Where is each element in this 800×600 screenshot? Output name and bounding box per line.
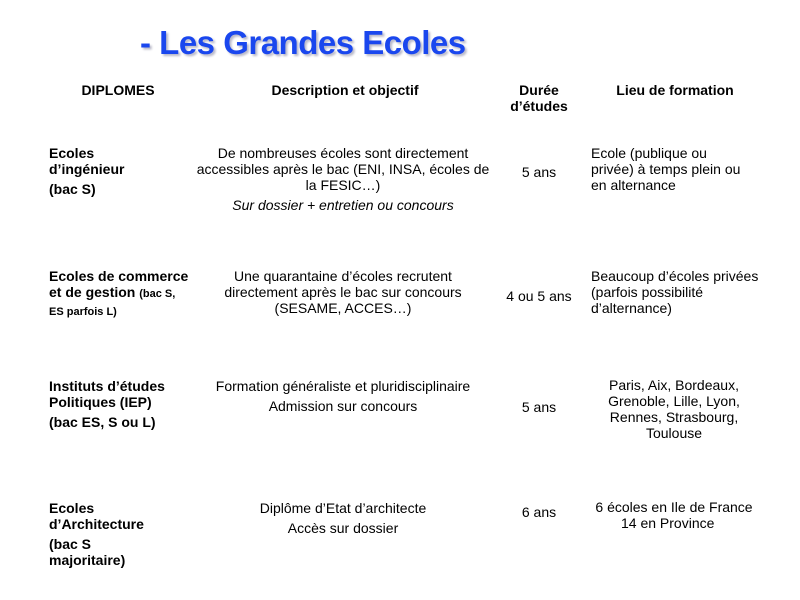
row3-description-admission: Admission sur concours bbox=[268, 398, 418, 414]
row4-lieu-province: 14 en Province bbox=[621, 515, 715, 531]
row3-lieu: Paris, Aix, Bordeaux, Grenoble, Lille, Lyon, Rennes, Strasbourg, Toulouse bbox=[608, 377, 740, 441]
header-duree-line1: Durée bbox=[519, 82, 559, 98]
row2-description-text: Une quarantaine d’écoles recrutent directement après le bac sur concours (SESAME, ACCES…) bbox=[224, 268, 462, 316]
header-duree-line2: d’études bbox=[510, 98, 568, 114]
row3-diplome-bac: (bac ES, S ou L) bbox=[49, 414, 156, 430]
row3-duree: 5 ans bbox=[521, 399, 557, 415]
row4-diplome-bac: (bac S majoritaire) bbox=[49, 536, 126, 568]
row1-description bbox=[196, 145, 490, 217]
row3-diplome bbox=[49, 378, 189, 430]
row2-duree: 4 ou 5 ans bbox=[506, 288, 572, 304]
row4-description bbox=[196, 500, 490, 540]
row3-diplome-name: Instituts d’études Politiques (IEP) bbox=[49, 378, 165, 410]
row2-diplome-bac: (bac S, ES parfois L) bbox=[49, 288, 176, 318]
header-duree bbox=[495, 82, 583, 114]
row1-diplome-name: Ecoles d’ingénieur bbox=[49, 145, 125, 177]
header-diplomes: DIPLOMES bbox=[81, 82, 155, 98]
row2-description bbox=[196, 268, 490, 320]
row4-diplome-name: Ecoles d’Architecture bbox=[49, 500, 144, 532]
row4-description-text: Diplôme d’Etat d’architecte bbox=[259, 500, 427, 516]
row4-lieu bbox=[591, 499, 757, 531]
row4-diplome bbox=[49, 500, 159, 568]
row2-diplome-name: Ecoles de commerce et de gestion bbox=[49, 268, 189, 300]
row3-description bbox=[196, 378, 490, 418]
row1-description-text: De nombreuses écoles sont directement accessibles après le bac (ENI, INSA, écoles de la FESIC…) bbox=[196, 145, 490, 193]
row2-diplome bbox=[49, 268, 189, 320]
header-description: Description et objectif bbox=[271, 82, 419, 98]
row1-lieu: Ecole (publique ou privée) à temps plein ou en alternance bbox=[591, 145, 741, 193]
row1-diplome bbox=[49, 145, 149, 197]
row4-duree: 6 ans bbox=[521, 504, 557, 520]
row3-description-text: Formation généraliste et pluridisciplinaire bbox=[215, 378, 471, 394]
row4-description-admission: Accès sur dossier bbox=[287, 520, 399, 536]
row1-duree: 5 ans bbox=[521, 164, 557, 180]
row2-lieu: Beaucoup d’écoles privées (parfois possibilité d’alternance) bbox=[591, 268, 759, 316]
row1-diplome-bac: (bac S) bbox=[49, 181, 96, 197]
header-lieu: Lieu de formation bbox=[616, 82, 734, 98]
row4-lieu-ile-de-france: 6 écoles en Ile de France bbox=[595, 499, 753, 515]
slide-title: - Les Grandes Ecoles bbox=[140, 24, 466, 61]
row1-description-admission: Sur dossier + entretien ou concours bbox=[232, 197, 454, 213]
